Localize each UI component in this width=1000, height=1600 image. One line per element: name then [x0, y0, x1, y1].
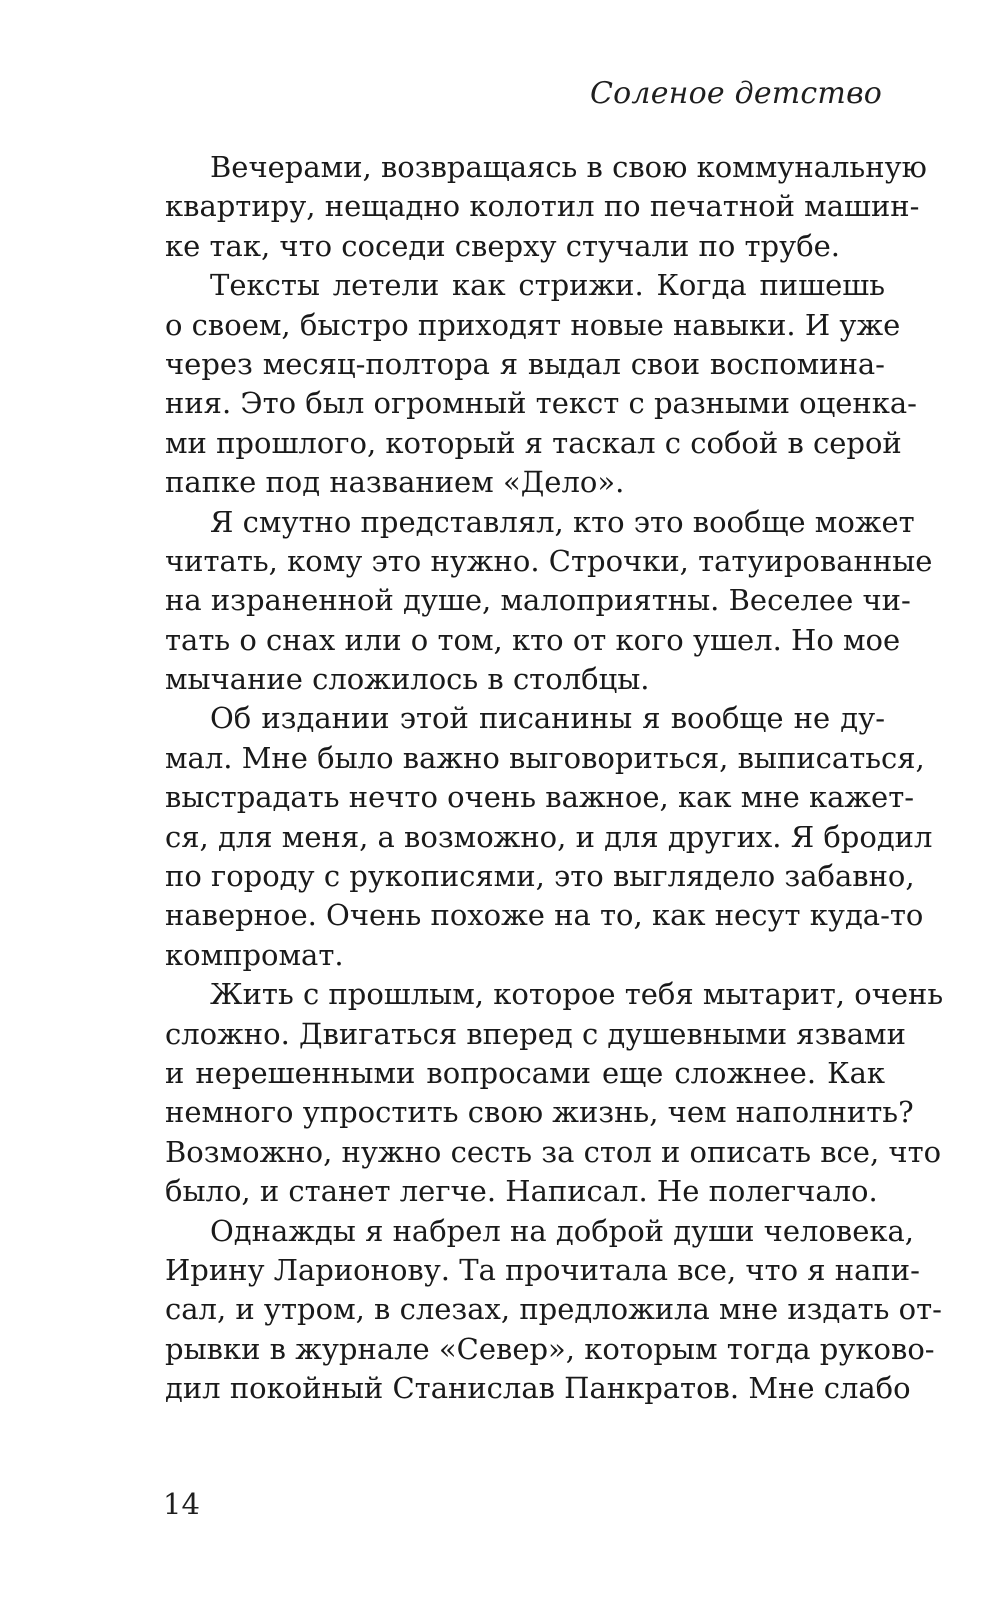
text-line: Тексты летели как стрижи. Когда пишешь: [210, 268, 885, 303]
text-line: ся, для меня, а возможно, и для других. Я бродил: [165, 819, 933, 854]
text-line: сложно. Двигаться вперед с душевными язвами: [165, 1016, 906, 1051]
running-header: Соленое детство: [590, 76, 882, 111]
text-line: ми прошлого, который я таскал с собой в серой: [165, 425, 902, 460]
text-line: наверное. Очень похоже на то, как несут куда-то: [165, 898, 924, 933]
text-line: и нерешенными вопросами еще сложнее. Как: [165, 1055, 885, 1090]
text-line: сал, и утром, в слезах, предложила мне издать от-: [165, 1292, 942, 1327]
body-text: [165, 148, 944, 1409]
text-line: Возможно, нужно сесть за стол и описать все, что: [165, 1134, 942, 1169]
paragraph: [165, 148, 927, 266]
paragraph: [165, 975, 944, 1211]
text-line: ке так, что соседи сверху стучали по трубе.: [165, 228, 841, 263]
text-line: читать, кому это нужно. Строчки, татуированные: [165, 543, 933, 578]
paragraph: [165, 1212, 942, 1409]
text-line: Однажды я набрел на доброй души человека,: [210, 1213, 914, 1248]
text-line: немного упростить свою жизнь, чем наполнить?: [165, 1095, 914, 1130]
text-line: Я смутно представлял, кто это вообще может: [210, 504, 915, 539]
text-line: папке под названием «Дело».: [165, 465, 625, 500]
text-line: компромат.: [165, 937, 344, 972]
text-line: на израненной душе, малоприятны. Веселее чи-: [165, 583, 911, 618]
paragraph: [165, 266, 917, 502]
text-line: квартиру, нещадно колотил по печатной машин-: [165, 189, 920, 224]
text-line: Ирину Ларионову. Та прочитала все, что я напи-: [165, 1252, 920, 1287]
text-line: выстрадать нечто очень важное, как мне кажет-: [165, 780, 915, 815]
paragraph: [165, 699, 933, 975]
text-line: Об издании этой писанины я вообще не ду-: [210, 701, 885, 736]
text-line: мычание сложилось в столбцы.: [165, 662, 650, 697]
text-line: Жить с прошлым, которое тебя мытарит, очень: [210, 977, 944, 1012]
paragraph: [165, 503, 933, 700]
text-line: ния. Это был огромный текст с разными оценка-: [165, 386, 917, 421]
text-line: было, и станет легче. Написал. Не полегчало.: [165, 1174, 878, 1209]
text-line: рывки в журнале «Север», которым тогда руково-: [165, 1331, 935, 1366]
text-line: через месяц-полтора я выдал свои воспомина-: [165, 346, 885, 381]
text-line: Вечерами, возвращаясь в свою коммунальную: [210, 150, 927, 184]
page-number: 14: [163, 1487, 200, 1521]
text-line: дил покойный Станислав Панкратов. Мне слабо: [165, 1371, 911, 1406]
text-line: о своем, быстро приходят новые навыки. И уже: [165, 307, 901, 342]
text-line: тать о снах или о том, кто от кого ушел. Но мое: [165, 622, 901, 657]
text-line: мал. Мне было важно выговориться, выписаться,: [165, 740, 925, 775]
text-line: по городу с рукописями, это выглядело забавно,: [165, 859, 915, 894]
